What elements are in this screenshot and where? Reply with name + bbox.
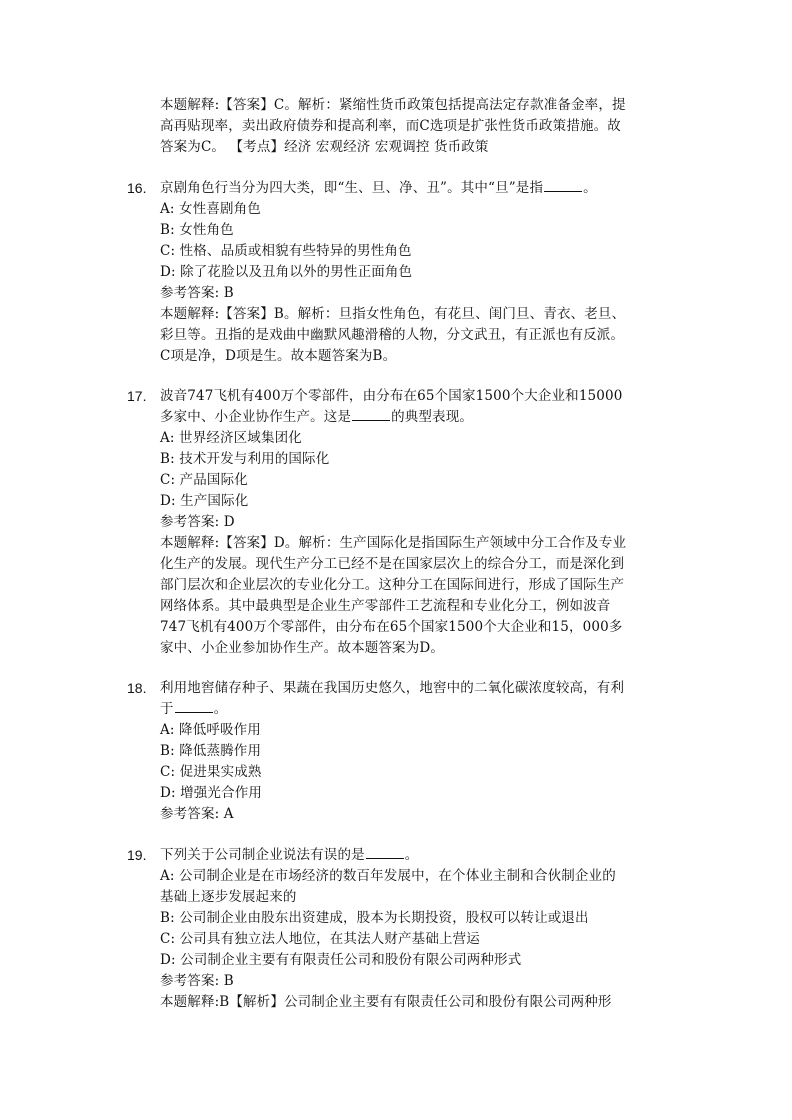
q16-explanation-line-1: 本题解释:【答案】B。解析：旦指女性角色，有花旦、闺门旦、青衣、老旦、	[160, 306, 626, 322]
q17-answer-blank	[352, 407, 390, 421]
q18-reference-answer: 参考答案: A	[160, 806, 234, 822]
q17-explanation-line-5: 747飞机有400万个零部件，由分布在65个国家1500个大企业和15，000多	[160, 619, 623, 635]
q19-explanation-line-1: 本题解释:B【解析】公司制企业主要有有限责任公司和股份有限公司两种形	[160, 994, 612, 1010]
q16-reference-answer: 参考答案: B	[160, 285, 234, 301]
q17-explanation-line-1: 本题解释:【答案】D。解析：生产国际化是指国际生产领域中分工合作及专业	[160, 535, 627, 551]
q17-stem-line-1: 波音747飞机有400万个零部件，由分布在65个国家1500个大企业和15000	[160, 388, 623, 404]
q17-option-b: B: 技术开发与利用的国际化	[160, 451, 330, 467]
q18-stem-end: 。	[213, 701, 228, 717]
q17-option-c: C: 产品国际化	[160, 472, 248, 488]
q19-option-c: C: 公司具有独立法人地位，在其法人财产基础上营运	[160, 931, 480, 947]
q18-stem-text: 于	[160, 701, 174, 717]
q19-option-b: B: 公司制企业由股东出资建成，股本为长期投资，股权可以转让或退出	[160, 910, 589, 926]
q16-option-c: C: 性格、品质或相貌有些特异的男性角色	[160, 243, 412, 259]
q18-stem-line-2	[160, 699, 227, 720]
q18-option-b: B: 降低蒸腾作用	[160, 743, 262, 759]
q18-answer-blank	[175, 699, 213, 713]
q18-stem-line-1: 利用地窖储存种子、果蔬在我国历史悠久，地窖中的二氧化碳浓度较高，有利	[160, 680, 625, 696]
q19-option-a-continued: 基础上逐步发展起来的	[160, 889, 297, 905]
q17-option-d: D: 生产国际化	[160, 493, 249, 509]
q19-reference-answer: 参考答案: B	[160, 973, 234, 989]
q15-explanation-line-2: 高再贴现率，卖出政府债券和提高利率，而C选项是扩张性货币政策措施。故	[160, 118, 621, 134]
q18-number: 18.	[127, 680, 147, 696]
q15-explanation-line-1: 本题解释:【答案】C。解析：紧缩性货币政策包括提高法定存款准备金率，提	[160, 97, 626, 113]
q17-stem-end: 的典型表现。	[391, 409, 474, 425]
q19-stem-text: 下列关于公司制企业说法有误的是	[160, 847, 365, 863]
q16-stem-text: 京剧角色行当分为四大类，即“生、旦、净、丑”。其中“旦”是指	[160, 180, 544, 196]
q18-option-c: C: 促进果实成熟	[160, 764, 262, 780]
q16-option-b: B: 女性角色	[160, 222, 234, 238]
q16-option-a: A: 女性喜剧角色	[160, 201, 261, 217]
q15-explanation-line-3: 答案为C。 【考点】经济 宏观经济 宏观调控 货币政策	[160, 139, 489, 155]
q17-option-a: A: 世界经济区域集团化	[160, 430, 302, 446]
q16-option-d: D: 除了花脸以及丑角以外的男性正面角色	[160, 264, 413, 280]
q17-reference-answer: 参考答案: D	[160, 514, 235, 530]
q16-explanation-line-3: C项是净，D项是生。故本题答案为B。	[160, 348, 397, 364]
q16-number: 16.	[127, 180, 147, 196]
q17-stem-line-2	[160, 407, 473, 428]
q17-explanation-line-4: 网络体系。其中最典型是企业生产零部件工艺流程和专业化分工，例如波音	[160, 598, 611, 614]
q19-option-d: D: 公司制企业主要有有限责任公司和股份有限公司两种形式	[160, 952, 522, 968]
q17-stem-text: 多家中、小企业协作生产。这是	[160, 409, 352, 425]
q19-stem	[160, 845, 418, 866]
q17-number: 17.	[127, 388, 147, 404]
q16-explanation-line-2: 彩旦等。丑指的是戏曲中幽默风趣滑稽的人物，分文武丑，有正派也有反派。	[160, 327, 625, 343]
q17-explanation-line-6: 家中、小企业参加协作生产。故本题答案为D。	[160, 640, 444, 656]
q18-option-d: D: 增强光合作用	[160, 785, 263, 801]
q19-number: 19.	[127, 847, 147, 863]
q16-answer-blank	[544, 178, 582, 192]
q19-answer-blank	[366, 845, 404, 859]
q18-option-a: A: 降低呼吸作用	[160, 722, 261, 738]
q19-option-a: A: 公司制企业是在市场经济的数百年发展中，在个体业主制和合伙制企业的	[160, 868, 616, 884]
q16-stem-end: 。	[583, 180, 597, 196]
q16-stem	[160, 178, 597, 199]
q17-explanation-line-3: 部门层次和企业层次的专业化分工。这种分工在国际间进行，形成了国际生产	[160, 577, 625, 593]
q17-explanation-line-2: 化生产的发展。现代生产分工已经不是在国家层次上的综合分工，而是深化到	[160, 556, 625, 572]
q19-stem-end: 。	[404, 847, 419, 863]
